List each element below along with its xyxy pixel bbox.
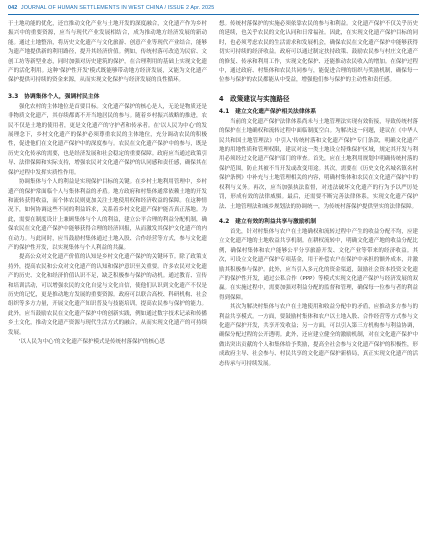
header-divider xyxy=(8,14,419,15)
paragraph: 其次为解决村集体与农户在土地使用和收益分配中的矛盾，应推动多方参与的利益共享模式。一方面，要鼓励村集体和农户以土地入股、合作经营等方式参与文化遗产保护开发，共享开发收益；另一方面，可以引入第三方机构参与利益协调，确保分配过程的公开透明。此外，还应建立健全的激励机制，对在文化遗产保护中做出突出贡献的个人和集体给予奖励，提高全社会参与文化遗产保护的积极性，形成政府主导、社会参与、村民共享的文化遗产保护新格局，真正实现文化遗产的活态传承与可持续发展。 xyxy=(219,304,418,367)
section-4-heading: 4 政策建议与实施路径 xyxy=(219,94,290,103)
left-column xyxy=(8,20,207,347)
section-4-1-heading: 4.1 建立文化遗产保护相关法律体系 xyxy=(219,108,317,115)
section-3-3-heading: 3.3 协调集体个人，强调村民主体 xyxy=(8,93,100,100)
right-column xyxy=(219,20,418,369)
paragraph: '以人民为中心'的文化遗产保护模式是传统村落保护的核心思 xyxy=(19,339,166,345)
paragraph: 首先，针对村集体与农户在土地确权和流转过程中产生的收益分配不均，应建立文化遗产地的土地收益共享机制。在耕权流转中，明确文化遗产地的收益分配比例，确保村集体和农户能够公平分享旅游开发、文化产业等带来的经济收益。其次，可设立文化遗产保护专项基金，用于补偿农户在保护中承担的额外成本，并激励其积极参与保护。此外，应当引入多元化的资金渠道，鼓励社会资本投资文化遗产的保护性开发，通过公私合作（PPP）等模式实现文化遗产保护与经济发展的双赢。在实施过程中，需要加强对利益分配的监督和管理，确保每一位参与者的利益得到保障。 xyxy=(219,228,418,301)
journal-title: JOURNAL OF HUMAN SETTLEMENTS IN WEST CHINA / ISSUE 2 Apr. 2025 xyxy=(20,5,215,11)
paragraph: 想。传统村落保护的实施必须依靠农民的参与和利益。文化遗产保护不仅关乎历史的延续，也关乎农民的文化认同和日常福祉。因此，在实现文化遗产保护目标的同时，也必须考虑农民的生活需求和发展机会，确保农民在文化遗产保护中能够获得切实可持续的经济收益。政府可以通过制定扶持政策、鼓励农民参与村庄文化遗产的修复、传承和利用工作，实现文化保护、还能推动农民收入的增加。在保护过程中，通过政府、村集体和农民共同参与，能促进合理的组织与奖励机制，确保每一位参与保护的农民都能从中受益，增强他们参与保护的主动性和责任感。 xyxy=(219,21,418,84)
paragraph: 强化农村的主体地位是首要目标。文化遗产保护的核心是人，无论是物质还是非物质文化遗产，其存续都离不开当地居民的参与。随着乡村振兴战略的推进，农民不仅是土地的使用者，更是文化遗产的守护者和传承者。在'以人民为中心'的发展理念下，乡村文化遗产的保护必须尊重农民的主体地位，充分调动农民的积极性，促进他们在文化遗产保护中的深度参与。农民在文化遗产保护中的参与，既是历史文化传承的需要，也是经济发展和社会稳定的重要保障。政府应当通过政策引导、法律保障和实际支持，增强农民对文化遗产保护的认同感和责任感，确保其在保护过程中发挥实质性作用。 xyxy=(8,103,207,176)
paragraph: 当前的文化遗产保护法律体系尚未与土地管理法实现有效衔接，导致传统村落的保护在土地确权和流转过程中面临制度空白。为解决这一问题，建议在《中华人民共和国土地管理法》中引入'传统村落和文化遗产保护'专门条款，明确文化遗产地的用地性质和管理权限，建议对这一类土地设立特殊保护区域，规定其开发与利用必须经过文化遗产保护部门的审查。首先，应在土地利用规划中明确传统村落的保护范围，防止其被不当开发或改变用途。其次，需要在《历史文化名城名镇名村保护条例》中补充与土地管理相关的内容，明确村集体和农民在文化遗产保护中的权利与义务。再次，应当加强执法监督，对违法破坏文化遗产的行为予以严厉处罚，形成有效的法律威慑。最后，还需要不断完善法律体系，实现文化遗产保护法、土地管理法和城乡规划法的协调统一，为传统村落保护提供坚实的法律保障。 xyxy=(219,118,418,210)
paragraph: 提高公众对文化遗产价值的认知是乡村文化遗产保护的关键环节。除了政策支持外，提高农民和公众对文化遗产的认知和保护意识至关重要。许多农民对文化遗产的历史、文化和经济价值认识不足，缺乏积极参与保护的动机。通过教育、宣传和培训活动，可以增强农民的文化自觉与文化自信，使他们认识到文化遗产不仅是历史的记忆，更是推动地方发展的重要资源。政府可以联合高校、科研机构、社会组织等多方力量，开展文化遗产知识普及与技能培训，提高农民参与保护的能力。此外，应当鼓励农民在文化遗产保护中的创新实践，例如通过数字技术记录和传播乡土文化，推动文化遗产资源与现代生活方式的融合，从而实现文化遗产的可持续发展。 xyxy=(8,254,207,336)
section-4-2-heading: 4.2 建立有效的利益共享与激励机制 xyxy=(219,218,317,225)
paragraph: 协调集体与个人的利益是实现保护目标的关键。在乡村土地利用管理中，乡村遗产的保护常面临个人与集体利益的矛盾。地方政府和村集体通常依赖土地的开发和流转获得收益，而个体农民则更加关注土地使用权和经济收益的保障。在这种情况下，如何协调这些不同的利益诉求，关系着乡村文化遗产保护能否真正落地。为此，需要在制度设计上兼顾集体与个人的利益，建立公平合理的利益分配机制，确保农民在文化遗产保护中能够获得合理的经济回报，从而激发其保护文化遗产的内在动力。与此同时，应当鼓励村集体通过土地入股、合作经营等方式，参与文化遗产的保护性开发，以实现集体与个人利益的共赢。 xyxy=(8,179,207,251)
paragraph: 于土地功能的优化，还宜推动文化产业与土地开发的深度融合，文化遗产作为乡村振兴中的重要资源，应当与现代产业发展相结合，成为推动地方经济发展的新动能。通过土地整治，将历史文化遗产与文化旅游、创意产业等现代产业结合，能够为遗产地提供新的利用路径，提升其经济价值。例如，传统村落可改造为民宿、文创工坊等新型业态，同时加强对历史建筑的保护，在合理利用的基础上实现文化遗产的活化利用。这种'保护性开发'模式既能够带动地方经济发展，又能为文化遗产保护提供可持续的资金来源，从而实现文化保护与经济发展的良性循环。 xyxy=(8,21,207,84)
page-number: 042 xyxy=(8,5,18,11)
